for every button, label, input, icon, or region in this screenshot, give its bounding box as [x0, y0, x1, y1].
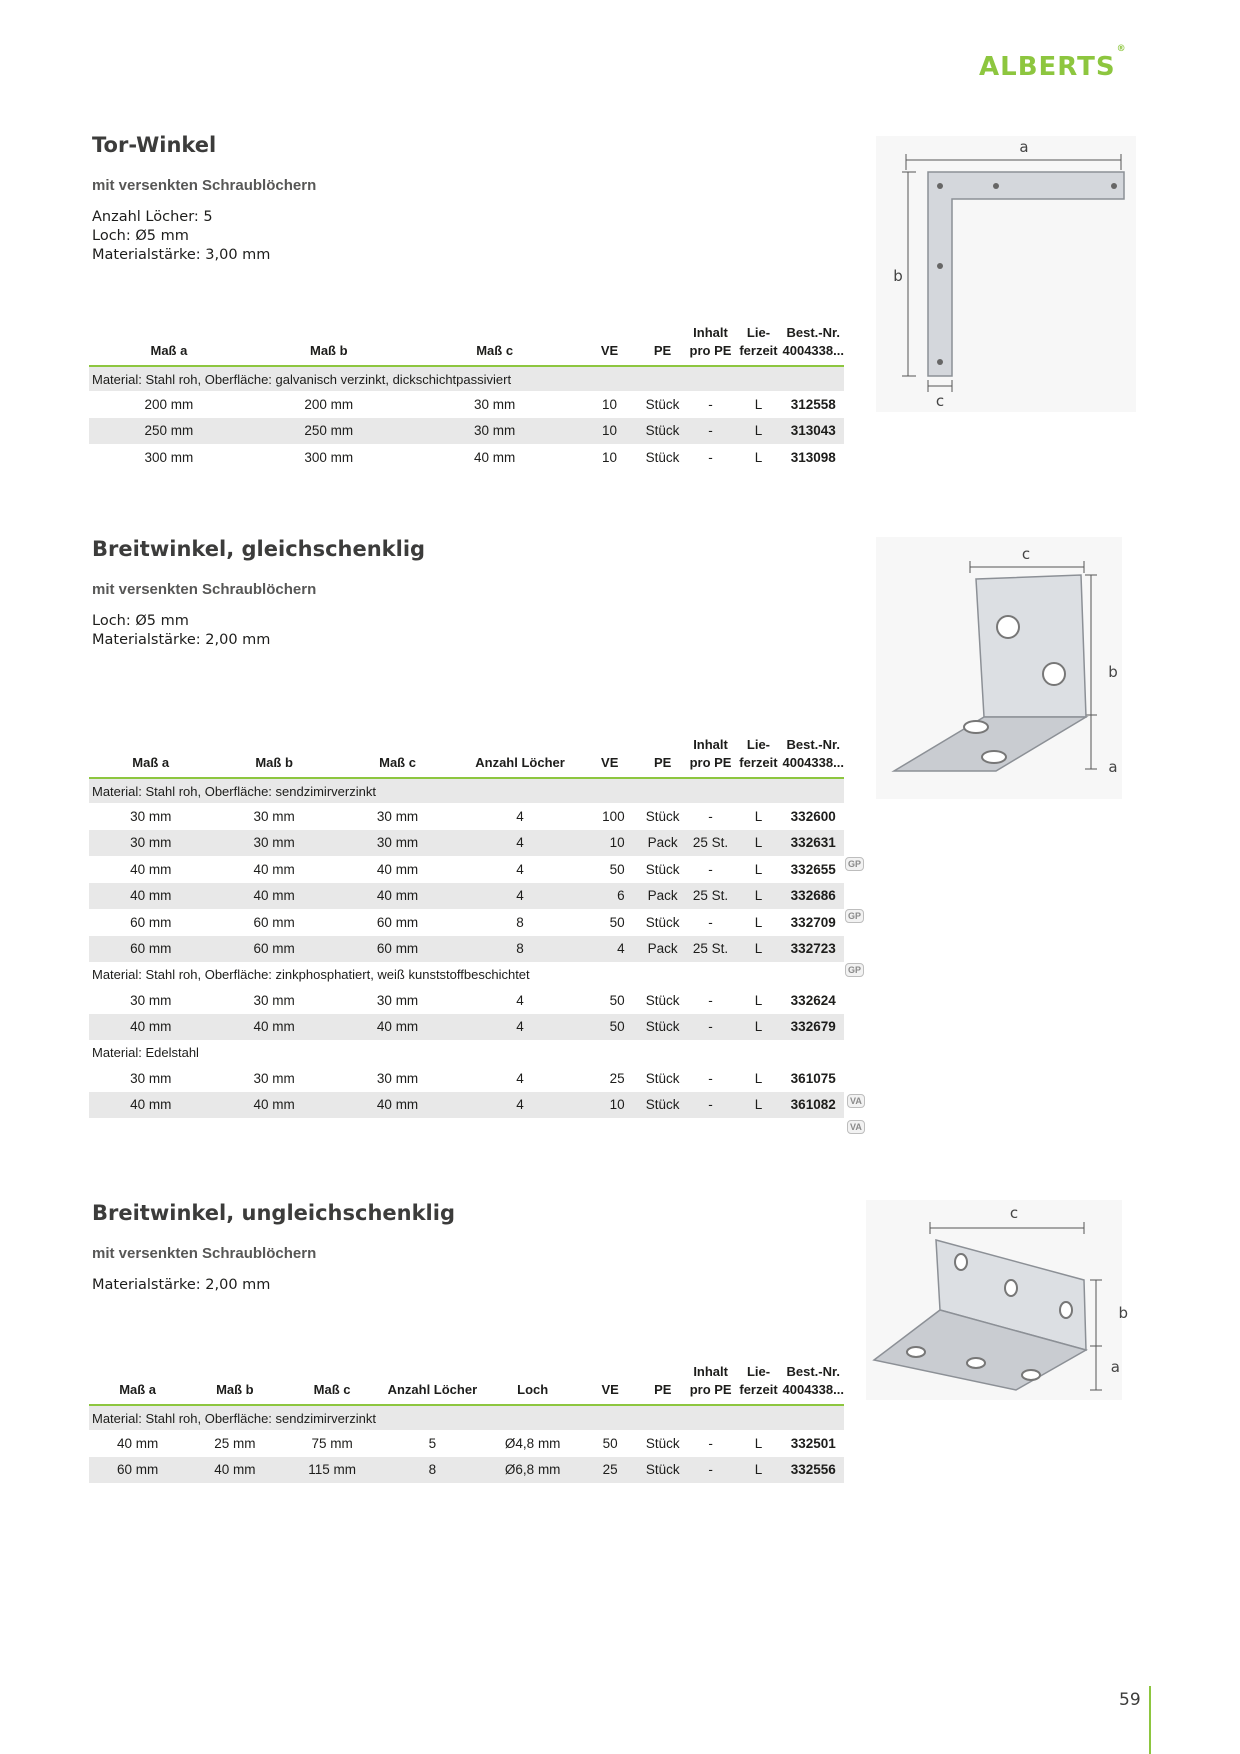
col-header-mass-b: Maß b — [216, 1382, 254, 1397]
tag-badge: VA — [847, 1120, 865, 1134]
table-row: 40 mm 25 mm 75 mm 5 Ø4,8 mm 50 Stück - L 332501 — [116, 1435, 836, 1451]
tor-winkel-diagram — [876, 136, 1136, 412]
table-row: 40 mm 40 mm 40 mm 4 50 Stück - L 332655 — [130, 861, 836, 877]
col-header-mass-b: Maß b — [255, 755, 293, 770]
col-header-bestnr: Best.-Nr. 4004338... — [782, 737, 844, 770]
breitwinkel-gleichschenklig-diagram — [876, 537, 1122, 799]
col-header-mass-b: Maß b — [310, 343, 348, 358]
col-header-mass-c: Maß c — [476, 343, 514, 358]
col-header-mass-c: Maß c — [313, 1382, 351, 1397]
col-header-mass-a: Maß a — [119, 1382, 157, 1397]
spec-list — [92, 1276, 844, 1295]
dimension-label-b: b — [1118, 1304, 1128, 1322]
col-header-ve: VE — [601, 755, 619, 770]
product-table-breitwinkel-gleichschenklig — [89, 736, 844, 1118]
table-header-row — [89, 1363, 844, 1405]
section-title: Tor-Winkel — [92, 133, 217, 157]
spec-line: Materialstärke: 2,00 mm — [92, 632, 271, 648]
table-header-row — [89, 324, 844, 366]
logo-registered-mark: ® — [1116, 44, 1127, 55]
table-row: 30 mm 30 mm 30 mm 4 10 Pack 25 St. L 332631 — [89, 830, 844, 857]
col-header-mass-c: Maß c — [379, 755, 416, 770]
spec-line: Loch: Ø5 mm — [92, 228, 189, 244]
section-title: Breitwinkel, gleichschenklig — [92, 537, 426, 561]
breitwinkel-ungleichschenklig-diagram — [866, 1200, 1128, 1400]
page-number: 59 — [1119, 1690, 1141, 1710]
col-header-lieferzeit: Lie- ferzeit — [739, 1364, 778, 1397]
tag-badge: GP — [845, 857, 864, 871]
product-table-tor-winkel — [89, 324, 844, 471]
section-title: Breitwinkel, ungleichschenklig — [92, 1201, 455, 1225]
table-row: 40 mm 40 mm 40 mm 4 10 Stück - L 361082 — [89, 1092, 844, 1119]
spec-list — [92, 612, 844, 650]
table-row: 200 mm 200 mm 30 mm 10 Stück - L 312558 — [144, 396, 836, 412]
spec-list — [92, 208, 844, 265]
table-row: 30 mm 30 mm 30 mm 4 25 Stück - L 361075 — [130, 1070, 836, 1086]
table-header-row — [89, 736, 844, 778]
bracket-vertical-leg — [976, 575, 1086, 717]
col-header-bestnr: Best.-Nr. 4004338... — [782, 325, 844, 358]
section-subtitle: mit versenkten Schraublöchern — [92, 177, 317, 194]
col-header-pe: PE — [654, 1382, 672, 1397]
material-row: Material: Stahl roh, Oberfläche: sendzimirverzinkt — [89, 778, 844, 803]
col-header-bestnr: Best.-Nr. 4004338... — [782, 1364, 844, 1397]
table-row: 60 mm 40 mm 115 mm 8 Ø6,8 mm 25 Stück - L 332556 — [89, 1457, 844, 1484]
dimension-label-c: c — [1021, 545, 1031, 563]
section-breitwinkel-ungleichschenklig — [92, 1201, 844, 1295]
material-row: Material: Stahl roh, Oberfläche: galvanisch verzinkt, dickschichtpassiviert — [89, 366, 844, 391]
dimension-label-a: a — [1019, 138, 1029, 156]
col-header-anzahl-loecher: Anzahl Löcher — [387, 1382, 478, 1397]
spec-line: Anzahl Löcher: 5 — [92, 209, 213, 225]
material-row: Material: Edelstahl — [92, 1045, 199, 1060]
table-row: 300 mm 300 mm 40 mm 10 Stück - L 313098 — [144, 449, 836, 465]
material-row: Material: Stahl roh, Oberfläche: sendzimirverzinkt — [89, 1405, 844, 1430]
col-header-lieferzeit: Lie- ferzeit — [739, 325, 778, 358]
section-subtitle: mit versenkten Schraublöchern — [92, 581, 317, 598]
col-header-ve: VE — [601, 1382, 619, 1397]
dimension-label-b: b — [893, 267, 903, 285]
section-breitwinkel-gleichschenklig — [92, 537, 844, 650]
col-header-inhalt: Inhalt pro PE — [689, 1364, 732, 1397]
col-header-ve: VE — [600, 343, 619, 358]
dimension-label-c: c — [1009, 1204, 1019, 1222]
col-header-lieferzeit: Lie- ferzeit — [739, 737, 778, 770]
table-row: 30 mm 30 mm 30 mm 4 50 Stück - L 332624 — [130, 992, 836, 1008]
brand-logo — [979, 44, 1127, 82]
spec-line: Materialstärke: 2,00 mm — [92, 1277, 271, 1293]
dimension-label-b: b — [1108, 663, 1118, 681]
section-tor-winkel — [92, 133, 844, 265]
tag-badge: GP — [845, 909, 864, 923]
tag-badge: GP — [845, 963, 864, 977]
spec-line: Loch: Ø5 mm — [92, 613, 189, 629]
table-row: 30 mm 30 mm 30 mm 4 100 Stück - L 332600 — [130, 808, 836, 824]
table-row: 40 mm 40 mm 40 mm 4 50 Stück - L 332679 — [89, 1014, 844, 1041]
section-subtitle: mit versenkten Schraublöchern — [92, 1245, 317, 1262]
table-row: 60 mm 60 mm 60 mm 8 4 Pack 25 St. L 332723 — [89, 936, 844, 963]
material-row: Material: Stahl roh, Oberfläche: zinkphosphatiert, weiß kunststoffbeschichtet — [92, 967, 530, 982]
dimension-label-a: a — [1110, 1358, 1120, 1376]
col-header-inhalt: Inhalt pro PE — [689, 325, 732, 358]
table-row: 60 mm 60 mm 60 mm 8 50 Stück - L 332709 — [130, 914, 836, 930]
tag-badge: VA — [847, 1094, 865, 1108]
col-header-inhalt: Inhalt pro PE — [689, 737, 732, 770]
product-table-breitwinkel-ungleichschenklig — [89, 1363, 844, 1483]
col-header-mass-a: Maß a — [150, 343, 188, 358]
dimension-label-a: a — [1108, 758, 1118, 776]
col-header-anzahl-loecher: Anzahl Löcher — [475, 755, 565, 770]
dimension-label-c: c — [935, 392, 945, 410]
col-header-mass-a: Maß a — [132, 755, 170, 770]
col-header-pe: PE — [653, 755, 672, 770]
page-number-divider — [1149, 1686, 1151, 1754]
col-header-pe: PE — [653, 343, 672, 358]
spec-line: Materialstärke: 3,00 mm — [92, 247, 271, 263]
logo-text: ALBERTS — [979, 52, 1116, 82]
table-row: 40 mm 40 mm 40 mm 4 6 Pack 25 St. L 332686 — [89, 883, 844, 910]
col-header-loch: Loch — [517, 1382, 549, 1397]
table-row: 250 mm 250 mm 30 mm 10 Stück - L 313043 — [89, 418, 844, 445]
